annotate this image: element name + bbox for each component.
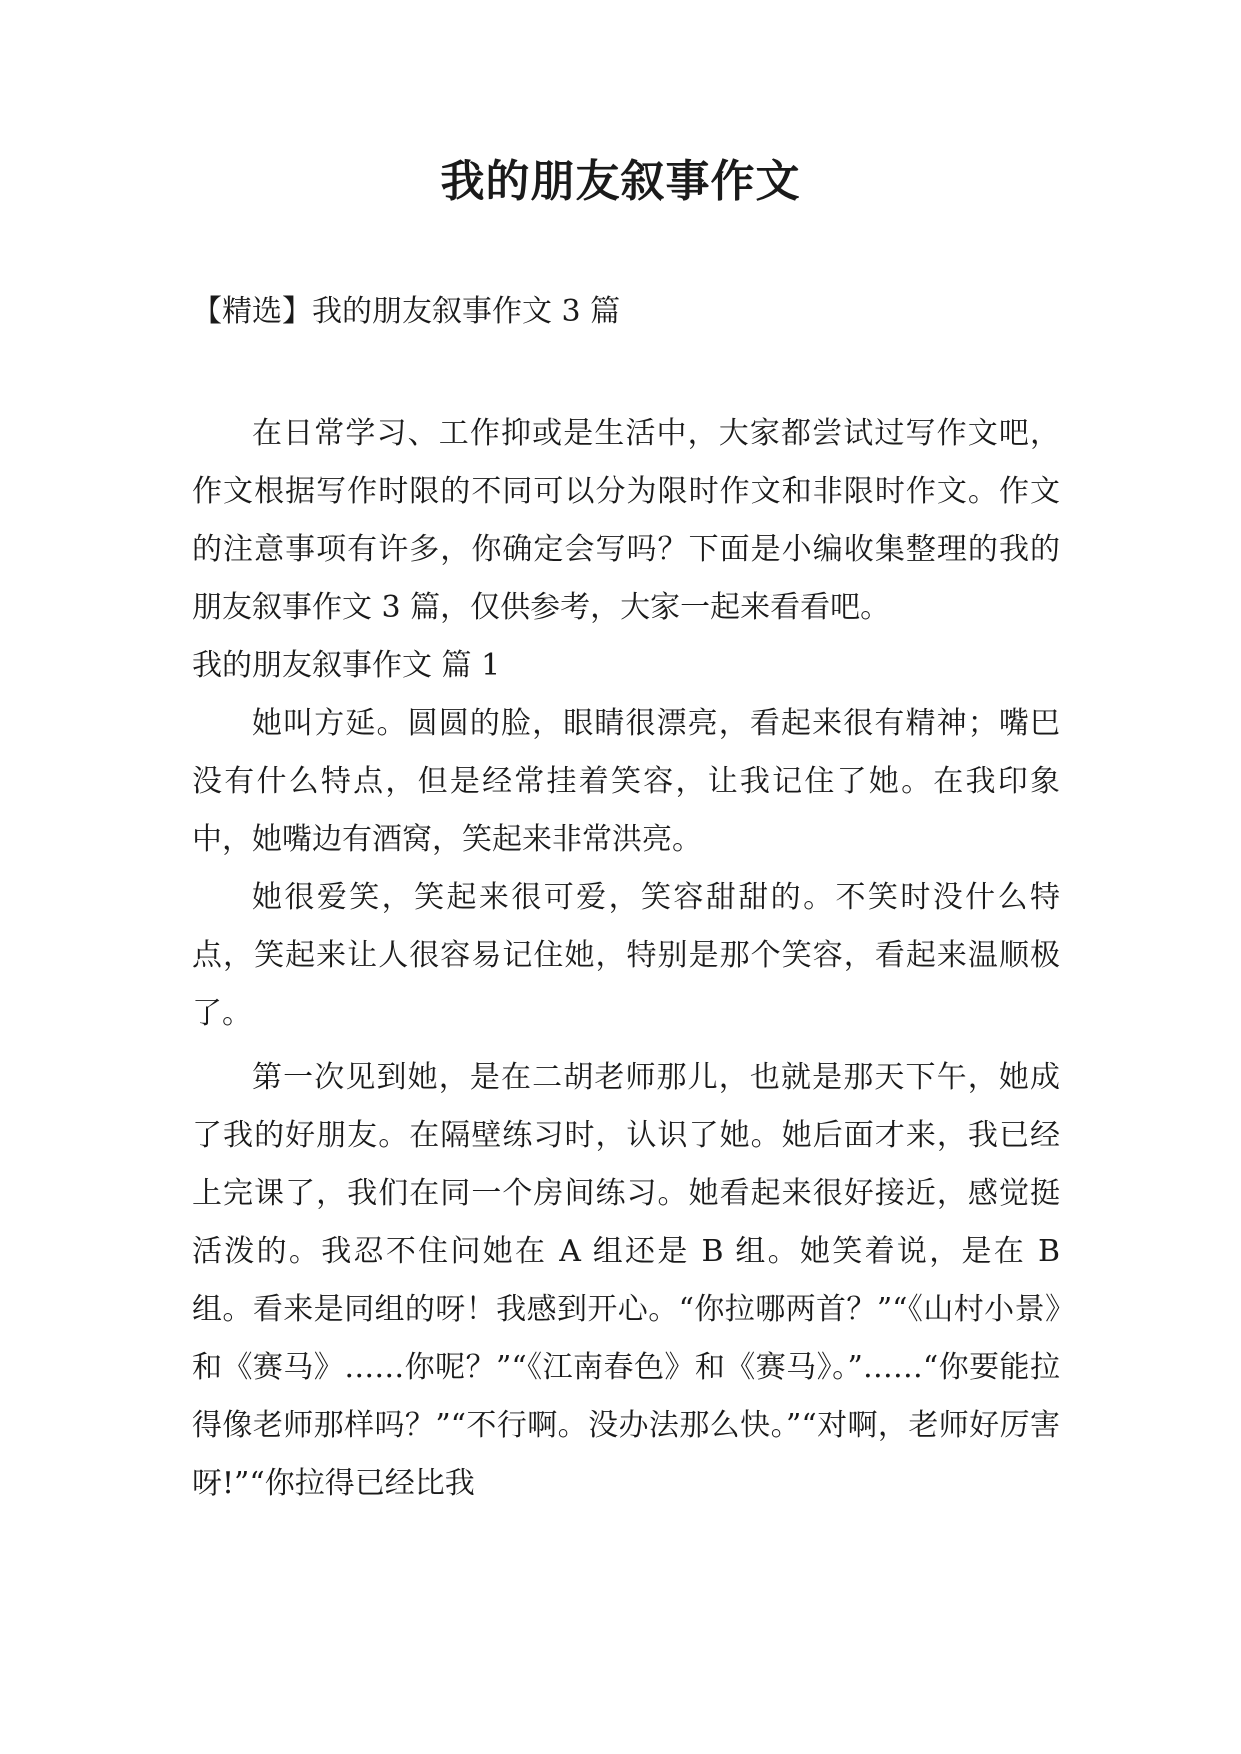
- body-paragraph: 第一次见到她，是在二胡老师那儿，也就是那天下午，她成了我的好朋友。在隔壁练习时，认识了她。她后面才来，我已经上完课了，我们在同一个房间练习。她看起来很好接近，感觉挺活泼的。我忍不住问她在 A 组还是 B 组。她笑着说，是在 B 组。看来是同组的呀！我感到开心。“你拉哪两首？”“《山村小景》和《赛马》……你呢？”“《江南春色》和《赛马》。”……“你要能拉得像老师那样吗？”“不行啊。没办法那么快。”“对啊，老师好厉害呀!”“你拉得已经比我: [192, 1060, 1060, 1501]
- section-heading: 我的朋友叙事作文 篇 1: [192, 648, 501, 683]
- document-subtitle: 【精选】我的朋友叙事作文 3 篇: [192, 294, 621, 329]
- document-title: 我的朋友叙事作文: [440, 156, 801, 207]
- intro-paragraph: 在日常学习、工作抑或是生活中，大家都尝试过写作文吧，作文根据写作时限的不同可以分为限时作文和非限时作文。作文的注意事项有许多，你确定会写吗？下面是小编收集整理的我的朋友叙事作文 3 篇，仅供参考，大家一起来看看吧。: [192, 416, 1060, 625]
- body-paragraph: 她叫方延。圆圆的脸，眼睛很漂亮，看起来很有精神；嘴巴没有什么特点，但是经常挂着笑容，让我记住了她。在我印象中，她嘴边有酒窝，笑起来非常洪亮。: [192, 706, 1060, 857]
- body-paragraph: 她很爱笑，笑起来很可爱，笑容甜甜的。不笑时没什么特点，笑起来让人很容易记住她，特别是那个笑容，看起来温顺极了。: [192, 880, 1060, 1031]
- document-body: [192, 405, 1060, 1513]
